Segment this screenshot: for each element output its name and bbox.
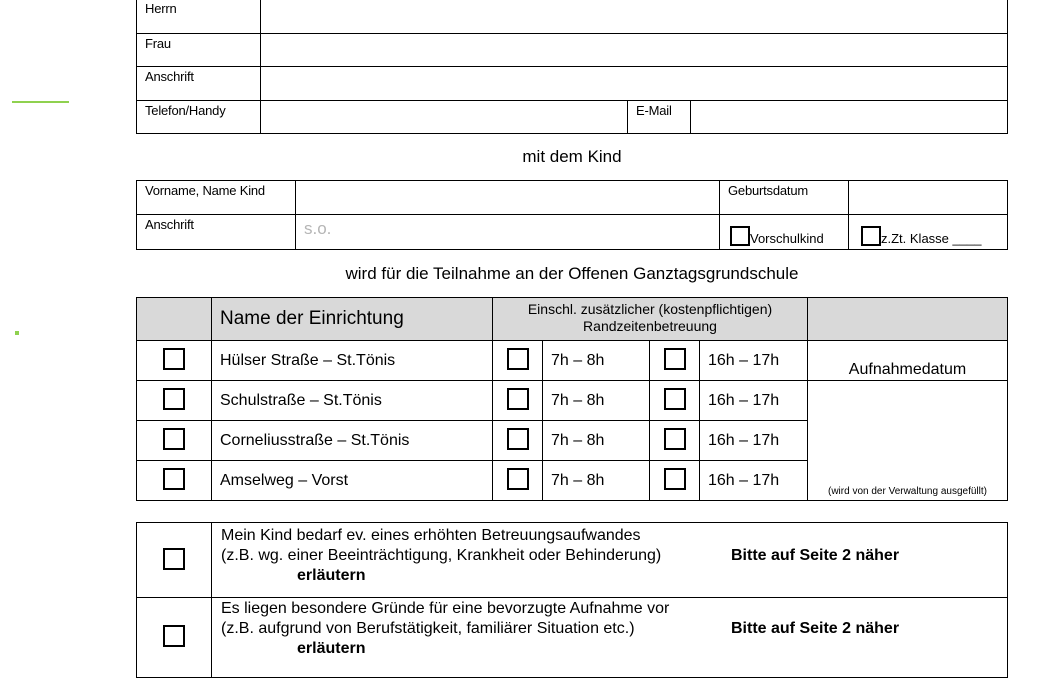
option-checkbox-cell xyxy=(137,523,212,598)
klasse-cell xyxy=(849,215,1008,250)
child-name-label: Vorname, Name Kind xyxy=(137,181,296,215)
facility-row-checkbox-cell xyxy=(137,421,212,461)
facility-row-checkbox-cell xyxy=(137,381,212,421)
facility-checkbox[interactable] xyxy=(163,388,185,410)
header-aufnahme xyxy=(808,298,1008,341)
child-anschrift-label: Anschrift xyxy=(137,215,296,250)
option-text-cell xyxy=(212,598,1008,678)
parent-table xyxy=(136,0,1008,134)
early-label: 7h – 8h xyxy=(543,421,650,461)
late-checkbox-cell xyxy=(650,461,700,501)
early-checkbox[interactable] xyxy=(507,428,529,450)
frau-field[interactable] xyxy=(261,34,1008,67)
header-extra-line2: Randzeitenbetreuung xyxy=(583,318,717,334)
header-extra-line1: Einschl. zusätzlicher (kostenpflichtigen) xyxy=(527,301,773,317)
late-checkbox[interactable] xyxy=(664,388,686,410)
header-extra xyxy=(493,298,808,341)
geburtsdatum-label: Geburtsdatum xyxy=(720,181,849,215)
child-name-field[interactable] xyxy=(296,181,720,215)
facility-row-checkbox-cell xyxy=(137,461,212,501)
klasse-label: z.Zt. Klasse ____ xyxy=(881,231,982,246)
ogs-heading: wird für die Teilnahme an der Offenen Ganztagsgrundschule xyxy=(345,264,799,283)
option-note2: erläutern xyxy=(297,640,366,657)
geburtsdatum-field[interactable] xyxy=(849,181,1008,215)
late-label: 16h – 17h xyxy=(700,341,808,381)
facility-checkbox[interactable] xyxy=(163,348,185,370)
email-field[interactable] xyxy=(691,101,1008,134)
vorschulkind-cell xyxy=(720,215,849,250)
late-checkbox-cell xyxy=(650,341,700,381)
early-label: 7h – 8h xyxy=(543,461,650,501)
late-checkbox-cell xyxy=(650,381,700,421)
facility-name: Amselweg – Vorst xyxy=(212,461,493,501)
child-table xyxy=(136,180,1008,250)
option-line1: Mein Kind bedarf ev. eines erhöhten Betreuungsaufwandes xyxy=(221,527,641,544)
option-note: Bitte auf Seite 2 näher xyxy=(731,547,900,564)
header-name-text: Name der Einrichtung xyxy=(220,308,404,329)
vorschulkind-label: Vorschulkind xyxy=(750,231,824,246)
vorschulkind-checkbox[interactable] xyxy=(730,226,750,246)
header-name xyxy=(212,298,493,341)
early-checkbox[interactable] xyxy=(507,348,529,370)
child-anschrift-value: s.o. xyxy=(304,219,332,238)
early-checkbox[interactable] xyxy=(507,388,529,410)
early-label: 7h – 8h xyxy=(543,381,650,421)
option-checkbox-cell xyxy=(137,598,212,678)
option-checkbox-aufnahme[interactable] xyxy=(163,625,185,647)
option-line2: (z.B. wg. einer Beeinträchtigung, Krankheit oder Behinderung) xyxy=(221,547,662,564)
late-label: 16h – 17h xyxy=(700,461,808,501)
facility-checkbox[interactable] xyxy=(163,468,185,490)
option-note2: erläutern xyxy=(297,567,366,584)
klasse-checkbox[interactable] xyxy=(861,226,881,246)
late-label: 16h – 17h xyxy=(700,381,808,421)
early-checkbox-cell xyxy=(493,421,543,461)
late-checkbox[interactable] xyxy=(664,428,686,450)
aufnahmedatum-label-cell xyxy=(808,341,1008,381)
facility-table xyxy=(136,297,1008,501)
late-label: 16h – 17h xyxy=(700,421,808,461)
anschrift-label: Anschrift xyxy=(137,67,261,101)
option-line2: (z.B. aufgrund von Berufstätigkeit, familiärer Situation etc.) xyxy=(221,620,635,637)
herrn-field[interactable] xyxy=(261,0,1008,34)
child-anschrift-field[interactable] xyxy=(296,215,720,250)
late-checkbox[interactable] xyxy=(664,468,686,490)
aufnahmedatum-field[interactable] xyxy=(808,381,1008,501)
email-label: E-Mail xyxy=(628,101,691,134)
facility-name: Schulstraße – St.Tönis xyxy=(212,381,493,421)
option-note: Bitte auf Seite 2 näher xyxy=(731,620,900,637)
anschrift-field[interactable] xyxy=(261,67,1008,101)
options-table xyxy=(136,522,1008,678)
herrn-label: Herrn xyxy=(137,0,261,34)
late-checkbox[interactable] xyxy=(664,348,686,370)
aufnahmedatum-label: Aufnahmedatum xyxy=(848,361,967,378)
telefon-field[interactable] xyxy=(261,101,628,134)
option-text-cell xyxy=(212,523,1008,598)
early-checkbox[interactable] xyxy=(507,468,529,490)
option-checkbox-betreuung[interactable] xyxy=(163,548,185,570)
header-check-col xyxy=(137,298,212,341)
frau-label: Frau xyxy=(137,34,261,67)
facility-name: Corneliusstraße – St.Tönis xyxy=(212,421,493,461)
margin-dot-mark xyxy=(15,331,19,335)
verwaltung-note: (wird von der Verwaltung ausgefüllt) xyxy=(828,486,987,497)
telefon-label: Telefon/Handy xyxy=(137,101,261,134)
facility-name: Hülser Straße – St.Tönis xyxy=(212,341,493,381)
early-checkbox-cell xyxy=(493,341,543,381)
margin-line-mark xyxy=(12,101,69,103)
early-label: 7h – 8h xyxy=(543,341,650,381)
early-checkbox-cell xyxy=(493,381,543,421)
option-line1: Es liegen besondere Gründe für eine bevorzugte Aufnahme vor xyxy=(221,600,670,617)
child-heading: mit dem Kind xyxy=(522,147,622,166)
early-checkbox-cell xyxy=(493,461,543,501)
facility-checkbox[interactable] xyxy=(163,428,185,450)
late-checkbox-cell xyxy=(650,421,700,461)
facility-row-checkbox-cell xyxy=(137,341,212,381)
